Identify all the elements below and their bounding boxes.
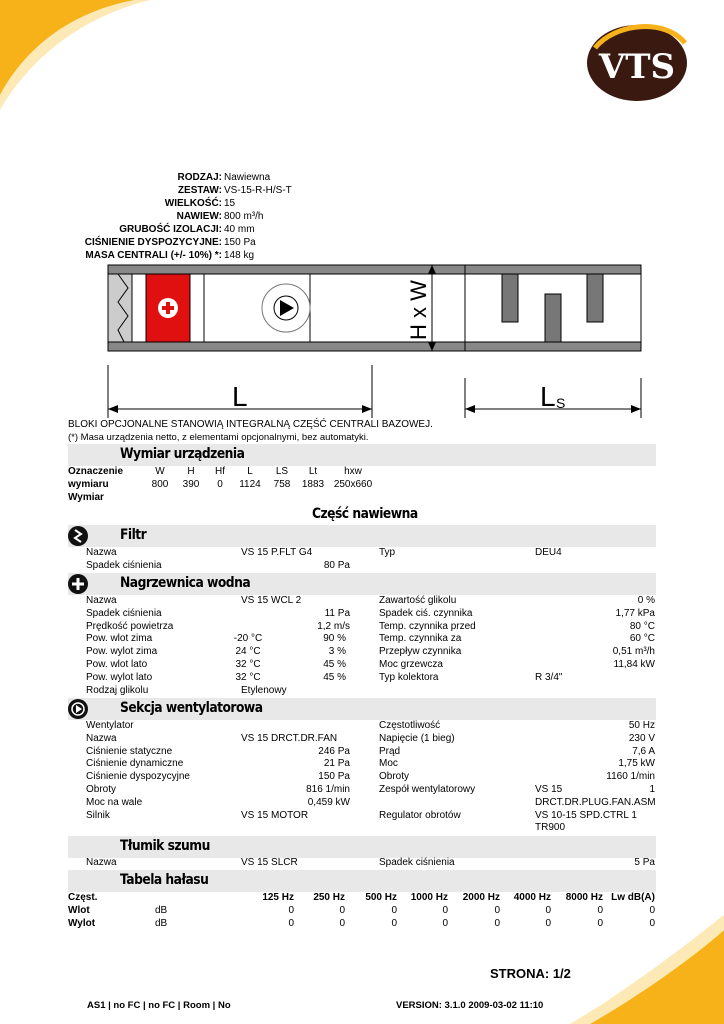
dims-value: 800 [151,479,169,490]
tlumik-title: Tłumik szumu [120,838,210,854]
spec-label: Nazwa [86,732,117,744]
noise-value: 0 [339,905,345,916]
spec-value: VS 15 MOTOR [241,809,309,821]
spec-label: Pow. wylot zima [86,646,158,658]
spec-value: VS 15 SLCR [241,857,298,868]
spec-value: 0,51 m³/h [612,646,655,658]
spec-value: 11 Pa [324,607,350,619]
spec-value: DEU4 [535,547,562,558]
noise-unit: dB [155,905,168,916]
noise-value: 0 [339,918,345,929]
summary-label: NAWIEW: [176,211,222,222]
halas-title: Tabela hałasu [120,872,209,888]
summary-label: WIELKOŚĆ: [164,198,222,209]
noise-value: 0 [545,905,551,916]
unit-drawing [100,260,660,420]
spec-value: 60 °C [629,633,655,645]
spec-label: Prędkość powietrza [86,620,174,632]
noise-header: Częst. [68,892,98,903]
spec-label: Zawartość glikolu [379,595,457,606]
spec-label: Temp. czynnika za [379,633,462,645]
spec-label: Silnik [86,809,110,821]
spec-value: -20 °C [233,633,263,645]
spec-label: Napięcie (1 bieg) [379,732,455,744]
noise-value: 0 [545,918,551,929]
noise-unit: dB [155,918,168,929]
spec-label: Zespół wentylatorowy [379,784,476,795]
noise-header: 250 Hz [313,892,345,903]
filtr-section-bar [68,525,656,547]
spec-label: Rodzaj glikolu [86,684,149,696]
noise-value: 0 [597,918,603,929]
spec-value: 50 Hz [628,720,655,731]
spec-label: Spadek ciśnienia [86,559,162,571]
spec-label: Wentylator [86,720,134,731]
dims-value: 1883 [301,479,325,490]
dims-header: hxw [344,466,362,477]
noise-header: 500 Hz [365,892,397,903]
noise-value: 0 [494,905,500,916]
noise-value: 0 [288,905,294,916]
noise-header: 8000 Hz [565,892,603,903]
went-title: Sekcja wentylatorowa [120,700,263,716]
note-line-1: BLOKI OPCJONALNE STANOWIĄ INTEGRALNĄ CZĘŚĆ CENTRALI BAZOWEJ. [68,419,433,430]
spec-label: Moc na wale [86,796,143,808]
spec-value: 21 Pa [323,758,350,770]
spec-label: Nazwa [86,857,117,868]
summary-value: 40 mm [224,224,255,235]
summary-value: 148 kg [224,250,255,261]
noise-header: Lw dB(A) [611,892,655,903]
dims-header: Hf [215,466,225,477]
noise-row-label: Wlot [68,905,90,916]
heater-plus-icon [68,574,88,594]
spec-value: 816 1/min [306,784,350,795]
spec-value: TR900 [535,822,566,834]
noise-value: 0 [288,918,294,929]
dims-value: 390 [182,479,200,490]
noise-header: 4000 Hz [513,892,551,903]
noise-header: 125 Hz [262,892,294,903]
spec-value: Etylenowy [241,684,287,696]
noise-value: 0 [391,905,397,916]
spec-value: 1,2 m/s [317,620,350,632]
spec-label: Moc [379,758,398,770]
footer-right: VERSION: 3.1.0 2009-03-02 11:10 [396,1000,544,1011]
summary-value: 800 m³/h [224,211,264,222]
spec-label: Pow. wlot zima [86,633,153,645]
spec-label: Przepływ czynnika [379,646,462,658]
spec-label: Spadek ciś. czynnika [379,607,473,619]
noise-value: 0 [597,905,603,916]
spec-label: Obroty [379,771,410,783]
noise-header: 2000 Hz [462,892,500,903]
noise-header: 1000 Hz [410,892,448,903]
dims-row-label-3: Wymiar [68,492,104,503]
summary-label: ZESTAW: [177,185,222,196]
spec-label: Regulator obrotów [379,809,461,821]
spec-label: Spadek ciśnienia [86,607,162,619]
dims-value: 1124 [239,479,261,490]
spec-label: Ciśnienie dyspozycyjne [86,771,190,783]
summary-label: GRUBOŚĆ IZOLACJI: [119,224,222,235]
spec-label: Typ kolektora [379,671,439,683]
spec-value: 80 °C [629,620,655,632]
summary-value: 150 Pa [224,237,256,248]
spec-label: Typ [379,547,396,558]
dims-value: 250x660 [333,479,373,490]
noise-value: 0 [442,918,448,929]
dims-row-label-1: Oznaczenie [68,466,124,477]
spec-label: Spadek ciśnienia [379,857,455,868]
summary-label: MASA CENTRALI (+/- 10%) *: [85,250,222,261]
spec-label: Obroty [86,784,117,795]
dims-header: L [247,466,253,477]
summary-label: CIŚNIENIE DYSPOZYCYJNE: [84,237,222,248]
spec-value: 45 % [323,671,346,683]
spec-label: Pow. wylot lato [86,671,153,683]
spec-value: VS 15 P.FLT G4 [241,547,313,558]
vts-logo [585,18,689,104]
top-left-swoosh [0,0,135,95]
spec-value: 1 [649,784,655,795]
spec-label: Prąd [379,745,401,757]
spec-value: 230 V [628,732,655,744]
spec-label: Moc grzewcza [379,659,443,670]
summary-value: Nawiewna [224,172,271,183]
part-title: Część nawiewna [312,506,418,522]
unit-summary [0,172,400,272]
l-label: L [232,381,248,412]
spec-value: 0 % [637,595,655,606]
logo-text: VTS [598,47,676,87]
dims-row-label-2: wymiaru [68,479,109,490]
spec-value: VS 10-15 SPD.CTRL 1 [535,809,637,821]
noise-value: 0 [391,918,397,929]
spec-value: 45 % [323,659,346,670]
dims-header: Lt [308,466,318,477]
spec-label: Temp. czynnika przed [379,620,476,632]
spec-value: 246 Pa [318,745,350,757]
spec-value: 7,6 A [632,745,655,757]
dims-header: H [187,466,195,477]
spec-label: Ciśnienie dynamiczne [86,758,184,770]
spec-label: Ciśnienie statyczne [86,745,173,757]
page-number: STRONA: 1/2 [490,966,571,981]
dims-header: LS [275,466,289,477]
dims-value: 758 [273,479,291,490]
spec-value: 5 Pa [634,857,655,868]
spec-label: Nazwa [86,595,117,606]
spec-value: 80 Pa [323,559,350,571]
spec-value: 0,459 kW [307,796,350,808]
spec-value: 1160 1/min [606,771,655,783]
dims-title: Wymiar urządzenia [120,446,245,462]
spec-value: 1,75 kW [618,758,655,770]
spec-value: 32 °C [235,659,261,670]
filtr-title: Filtr [120,527,147,543]
noise-value: 0 [494,918,500,929]
spec-value: 11,84 kW [613,659,655,670]
spec-label: Pow. wlot lato [86,659,148,670]
spec-value: VS 15 [535,784,563,795]
dims-value: 0 [217,479,223,490]
spec-label: Nazwa [86,547,117,558]
filter-icon [68,526,88,546]
spec-value: 3 % [328,646,346,658]
noise-row-label: Wylot [68,918,96,929]
ls-label: L [540,381,556,412]
spec-value: 1,77 kPa [615,607,655,619]
noise-value: 0 [442,905,448,916]
spec-value: 32 °C [235,671,261,683]
noise-value: 0 [649,918,655,929]
note-line-2: (*) Masa urządzenia netto, z elementami opcjonalnymi, bez automatyki. [68,432,369,443]
footer-left: AS1 | no FC | no FC | Room | No [87,1000,231,1011]
spec-value: 24 °C [235,646,261,658]
spec-value: 150 Pa [318,771,350,783]
dims-header: W [155,466,165,477]
fan-icon [68,699,88,719]
ls-sub-label: S [556,395,566,411]
spec-value: 90 % [323,633,346,645]
hxw-label: H x W [406,280,431,340]
summary-value: VS-15-R-H/S-T [224,185,292,196]
spec-label: Częstotliwość [379,720,441,731]
spec-value: R 3/4" [535,671,563,683]
spec-value: DRCT.DR.PLUG.FAN.ASM [535,796,656,808]
summary-label: RODZAJ: [177,172,222,183]
summary-value: 15 [224,198,236,209]
spec-value: VS 15 DRCT.DR.FAN [241,732,338,744]
spec-value: VS 15 WCL 2 [241,595,302,606]
nagrz-title: Nagrzewnica wodna [120,575,251,591]
noise-value: 0 [649,905,655,916]
